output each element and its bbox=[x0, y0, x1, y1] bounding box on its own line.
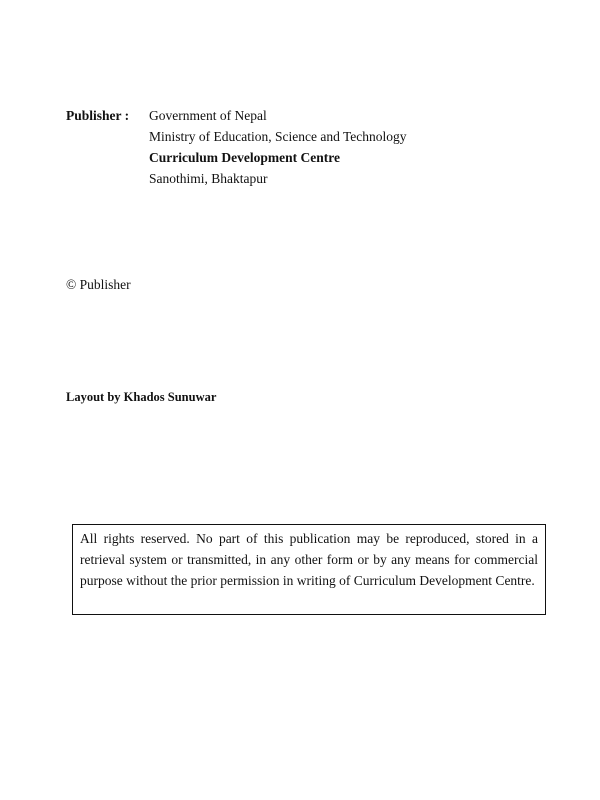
publisher-location: Sanothimi, Bhaktapur bbox=[149, 171, 268, 186]
publisher-block bbox=[66, 105, 407, 189]
publisher-government: Government of Nepal bbox=[149, 108, 267, 123]
publisher-ministry: Ministry of Education, Science and Technology bbox=[149, 129, 407, 144]
publisher-centre: Curriculum Development Centre bbox=[149, 150, 340, 165]
rights-reserved-box: All rights reserved. No part of this publication may be reproduced, stored in a retrieval system or transmitted, in any other form or by any means for commercial purpose without the prior permission in writing of Curriculum Development Centre. bbox=[72, 524, 546, 615]
publisher-address bbox=[149, 105, 407, 189]
copyright-notice: © Publisher bbox=[66, 277, 131, 292]
publisher-label: Publisher : bbox=[66, 108, 130, 123]
layout-credit: Layout by Khados Sunuwar bbox=[66, 390, 217, 404]
